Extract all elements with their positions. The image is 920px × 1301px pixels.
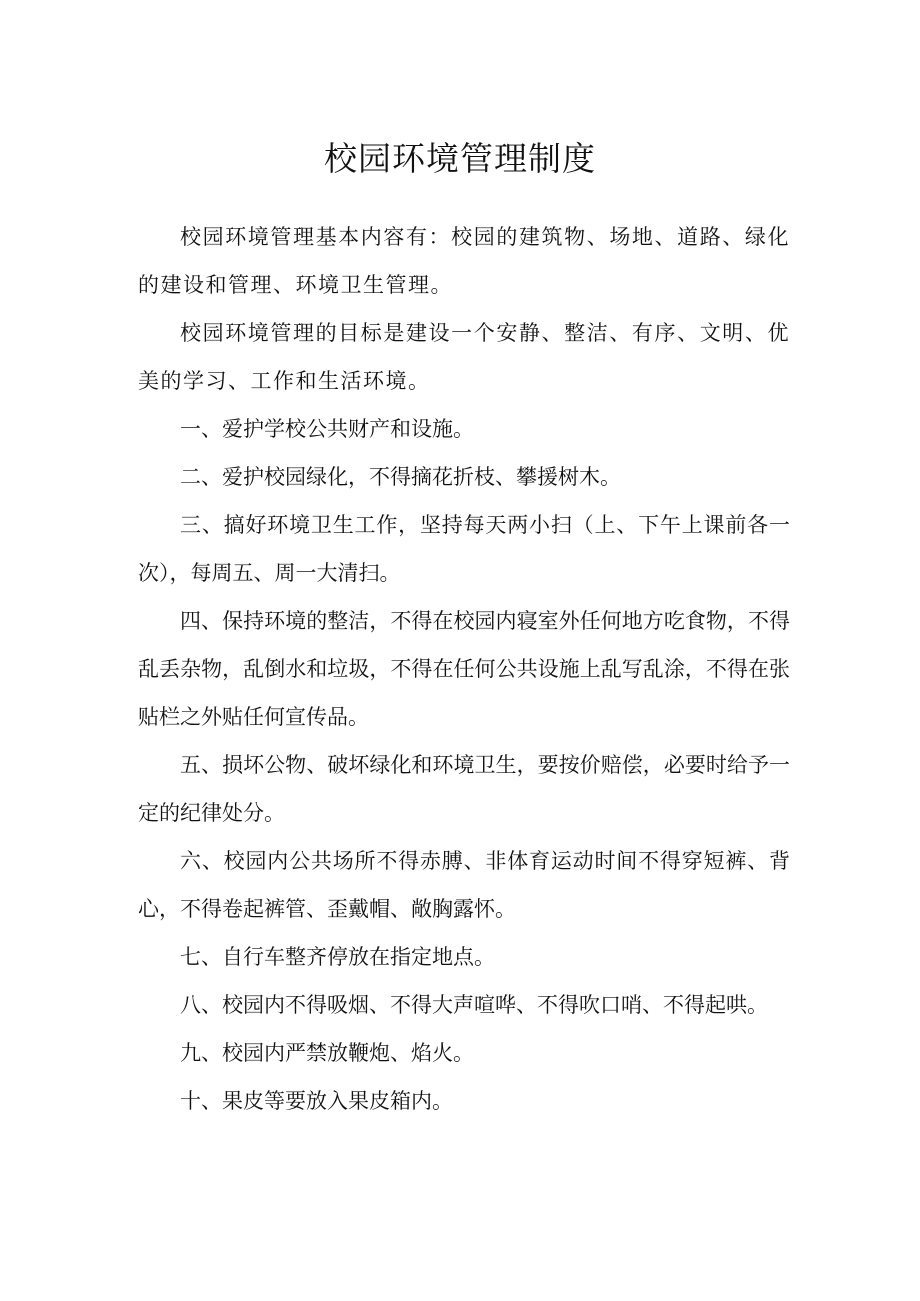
rule-item-10: 十、果皮等要放入果皮箱内。 (180, 1089, 453, 1113)
rule-item-4: 四、保持环境的整洁，不得在校园内寝室外任何地方吃食物，不得乱丢杂物，乱倒水和垃圾，不得在任何公共设施上乱写乱涂，不得在张贴栏之外贴任何宣传品。 (138, 609, 790, 729)
rule-item-9: 九、校园内严禁放鞭炮、焰火。 (180, 1041, 474, 1065)
rule-item-5: 五、损坏公物、破坏绿化和环境卫生，要按价赔偿，必要时给予一定的纪律处分。 (138, 753, 790, 825)
rule-item-6: 六、校园内公共场所不得赤膊、非体育运动时间不得穿短裤、背心，不得卷起裤管、歪戴帽、敞胸露怀。 (138, 849, 790, 921)
rule-item-1: 一、爱护学校公共财产和设施。 (180, 417, 474, 441)
intro-paragraph-1: 校园环境管理基本内容有：校园的建筑物、场地、道路、绿化的建设和管理、环境卫生管理。 (138, 225, 790, 297)
document-body (138, 213, 790, 1125)
document-title: 校园环境管理制度 (324, 139, 596, 178)
intro-paragraph-2: 校园环境管理的目标是建设一个安静、整洁、有序、文明、优美的学习、工作和生活环境。 (138, 321, 790, 393)
rule-item-7: 七、自行车整齐停放在指定地点。 (180, 945, 495, 969)
rule-item-2: 二、爱护校园绿化，不得摘花折枝、攀援树木。 (180, 465, 621, 489)
rule-item-8: 八、校园内不得吸烟、不得大声喧哗、不得吹口哨、不得起哄。 (180, 993, 768, 1017)
rule-item-3: 三、搞好环境卫生工作，坚持每天两小扫（上、下午上课前各一次），每周五、周一大清扫。 (138, 513, 790, 585)
